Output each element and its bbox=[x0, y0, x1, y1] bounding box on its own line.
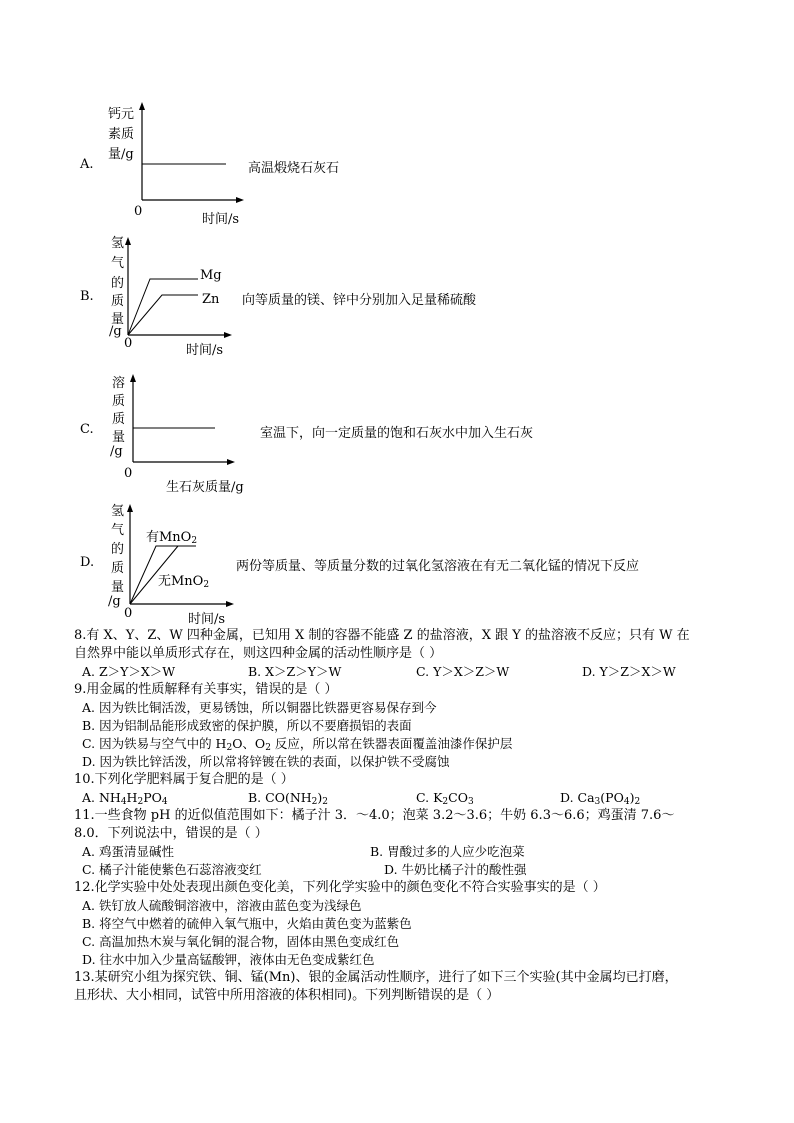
q9-option-b[interactable]: B. 因为铝制品能形成致密的保护膜，所以不要磨损铝的表面 bbox=[82, 718, 412, 733]
graph-c-ylabel-3: 质 bbox=[112, 412, 126, 427]
graph-d-xlabel: 时间/s bbox=[188, 612, 226, 627]
graph-a-origin: 0 bbox=[134, 204, 143, 219]
q12-option-b[interactable]: B. 将空气中燃着的硫伸入氧气瓶中，火焰由黄色变为蓝紫色 bbox=[82, 916, 412, 931]
graph-d-with-label: 有MnO$_2$ bbox=[146, 530, 198, 546]
option-letter-d: D. bbox=[80, 555, 95, 570]
q11-line2: 8.0．下列说法中，错误的是（ ） bbox=[74, 826, 268, 841]
graph-a-caption: 高温煅烧石灰石 bbox=[248, 161, 340, 176]
graph-b-ylabel-5: 量 bbox=[111, 312, 125, 327]
q11-line1: 11.一些食物 pH 的近似值范围如下：橘子汁 3．～4.0；泡菜 3.2～3.6；牛奶 6.3～6.6；鸡蛋清 7.6～ bbox=[74, 808, 675, 823]
graph-b-ylabel-3: 的 bbox=[111, 276, 125, 291]
graph-c-ylabel-2: 质 bbox=[112, 394, 126, 409]
graph-d-caption: 两份等质量、等质量分数的过氧化氢溶液在有无二氧化锰的情况下反应 bbox=[236, 559, 640, 574]
graph-d-without-label: 无MnO$_2$ bbox=[158, 574, 210, 590]
graph-c-ylabel-1: 溶 bbox=[112, 376, 126, 391]
graph-b-zn-label: Zn bbox=[202, 292, 220, 307]
q9-option-c[interactable]: C. 因为铁易与空气中的 $H_2O$、$O_2$ 反应，所以常在铁器表面覆盖油漆作保护层 bbox=[82, 736, 513, 753]
graph-d-origin: 0 bbox=[124, 606, 133, 621]
q8-option-d[interactable]: D. Y＞Z＞X＞W bbox=[582, 664, 676, 679]
graph-c-ylabel-5: /g bbox=[110, 444, 123, 459]
q12-stem: 12.化学实验中处处表现出颜色变化美，下列化学实验中的颜色变化不符合实验事实的是（ ） bbox=[74, 880, 606, 895]
q10-stem: 10.下列化学肥料属于复合肥的是（ ） bbox=[74, 772, 294, 787]
graph-c-origin: 0 bbox=[124, 466, 133, 481]
graph-b-ylabel-1: 氢 bbox=[111, 236, 125, 251]
graph-d-ylabel-3: 的 bbox=[111, 542, 125, 557]
q11-option-b[interactable]: B. 胃酸过多的人应少吃泡菜 bbox=[370, 844, 525, 859]
graph-d-ylabel-2: 气 bbox=[111, 523, 125, 538]
graph-b-ylabel-2: 气 bbox=[111, 256, 125, 271]
q10-option-d[interactable]: D. $Ca_3(PO_4)_2$ bbox=[560, 790, 641, 807]
graph-c-plot bbox=[123, 370, 243, 470]
graph-d-ylabel-1: 氢 bbox=[111, 504, 125, 519]
graph-c-xlabel: 生石灰质量/g bbox=[166, 480, 244, 495]
graph-d-plot bbox=[120, 500, 240, 610]
q8-line1: 8.有 X、Y、Z、W 四种金属，已知用 X 制的容器不能盛 Z 的盐溶液，X 跟 Y 的盐溶液不反应；只有 W 在 bbox=[74, 628, 690, 643]
q11-option-c[interactable]: C. 橘子汁能使紫色石蕊溶液变红 bbox=[82, 862, 262, 877]
graph-b-ylabel-4: 质 bbox=[111, 294, 125, 309]
q10-option-a[interactable]: A. $NH_4H_2PO_4$ bbox=[82, 790, 168, 807]
graph-b-plot bbox=[118, 233, 238, 343]
graph-a-plot bbox=[130, 100, 250, 210]
q8-option-a[interactable]: A. Z＞Y＞X＞W bbox=[82, 664, 176, 679]
graph-c-caption: 室温下，向一定质量的饱和石灰水中加入生石灰 bbox=[260, 426, 534, 441]
graph-d-ylabel-5: 量 bbox=[111, 580, 125, 595]
graph-a-ylabel-1: 钙元 bbox=[108, 107, 135, 122]
q8-option-b[interactable]: B. X＞Z＞Y＞W bbox=[248, 664, 342, 679]
graph-b-ylabel-6: /g bbox=[109, 324, 122, 339]
q8-line2: 自然界中能以单质形式存在，则这四种金属的活动性顺序是（ ） bbox=[74, 646, 443, 661]
graph-b-mg-label: Mg bbox=[200, 268, 222, 283]
q10-option-c[interactable]: C. $K_2CO_3$ bbox=[416, 790, 474, 807]
q9-stem: 9.用金属的性质解释有关事实，错误的是（ ） bbox=[74, 682, 338, 697]
graph-b-curve-zn bbox=[128, 295, 198, 335]
q13-line1: 13.某研究小组为探究铁、铜、锰(Mn)、银的金属活动性顺序，进行了如下三个实验(其中金属均已打磨， bbox=[74, 970, 678, 985]
option-letter-a: A. bbox=[80, 157, 94, 172]
option-letter-b: B. bbox=[80, 289, 94, 304]
q13-line2: 且形状、大小相同，试管中所用溶液的体积相同)。下列判断错误的是（ ） bbox=[74, 988, 500, 1003]
q8-option-c[interactable]: C. Y＞X＞Z＞W bbox=[416, 664, 510, 679]
graph-c-ylabel-4: 量 bbox=[112, 430, 126, 445]
graph-b-caption: 向等质量的镁、锌中分别加入足量稀硫酸 bbox=[242, 293, 477, 308]
graph-d-ylabel-6: /g bbox=[108, 594, 121, 609]
q10-option-b[interactable]: B. $CO(NH_2)_2$ bbox=[248, 790, 329, 807]
q11-option-d[interactable]: D. 牛奶比橘子汁的酸性强 bbox=[384, 862, 527, 877]
option-letter-c: C. bbox=[80, 422, 94, 437]
graph-b-origin: 0 bbox=[124, 336, 133, 351]
q12-option-d[interactable]: D. 往水中加入少量高锰酸钾，液体由无色变成紫红色 bbox=[82, 952, 375, 967]
graph-a-xlabel: 时间/s bbox=[202, 212, 240, 227]
q9-option-a[interactable]: A. 因为铁比铜活泼，更易锈蚀，所以铜器比铁器更容易保存到今 bbox=[82, 700, 437, 715]
graph-a-ylabel-3: 量/g bbox=[108, 147, 134, 162]
graph-b-curve-mg bbox=[128, 279, 198, 335]
graph-a-ylabel-2: 素质 bbox=[108, 127, 135, 142]
graph-d-ylabel-4: 质 bbox=[111, 561, 125, 576]
q9-option-d[interactable]: D. 因为铁比锌活泼，所以常将锌镀在铁的表面，以保护铁不受腐蚀 bbox=[82, 754, 450, 769]
q11-option-a[interactable]: A. 鸡蛋清显碱性 bbox=[82, 844, 174, 859]
graph-b-xlabel: 时间/s bbox=[186, 343, 224, 358]
q12-option-a[interactable]: A. 铁钉放人硫酸铜溶液中，溶液由蓝色变为浅绿色 bbox=[82, 898, 362, 913]
q12-option-c[interactable]: C. 高温加热木炭与氧化铜的混合物，固体由黑色变成红色 bbox=[82, 934, 400, 949]
